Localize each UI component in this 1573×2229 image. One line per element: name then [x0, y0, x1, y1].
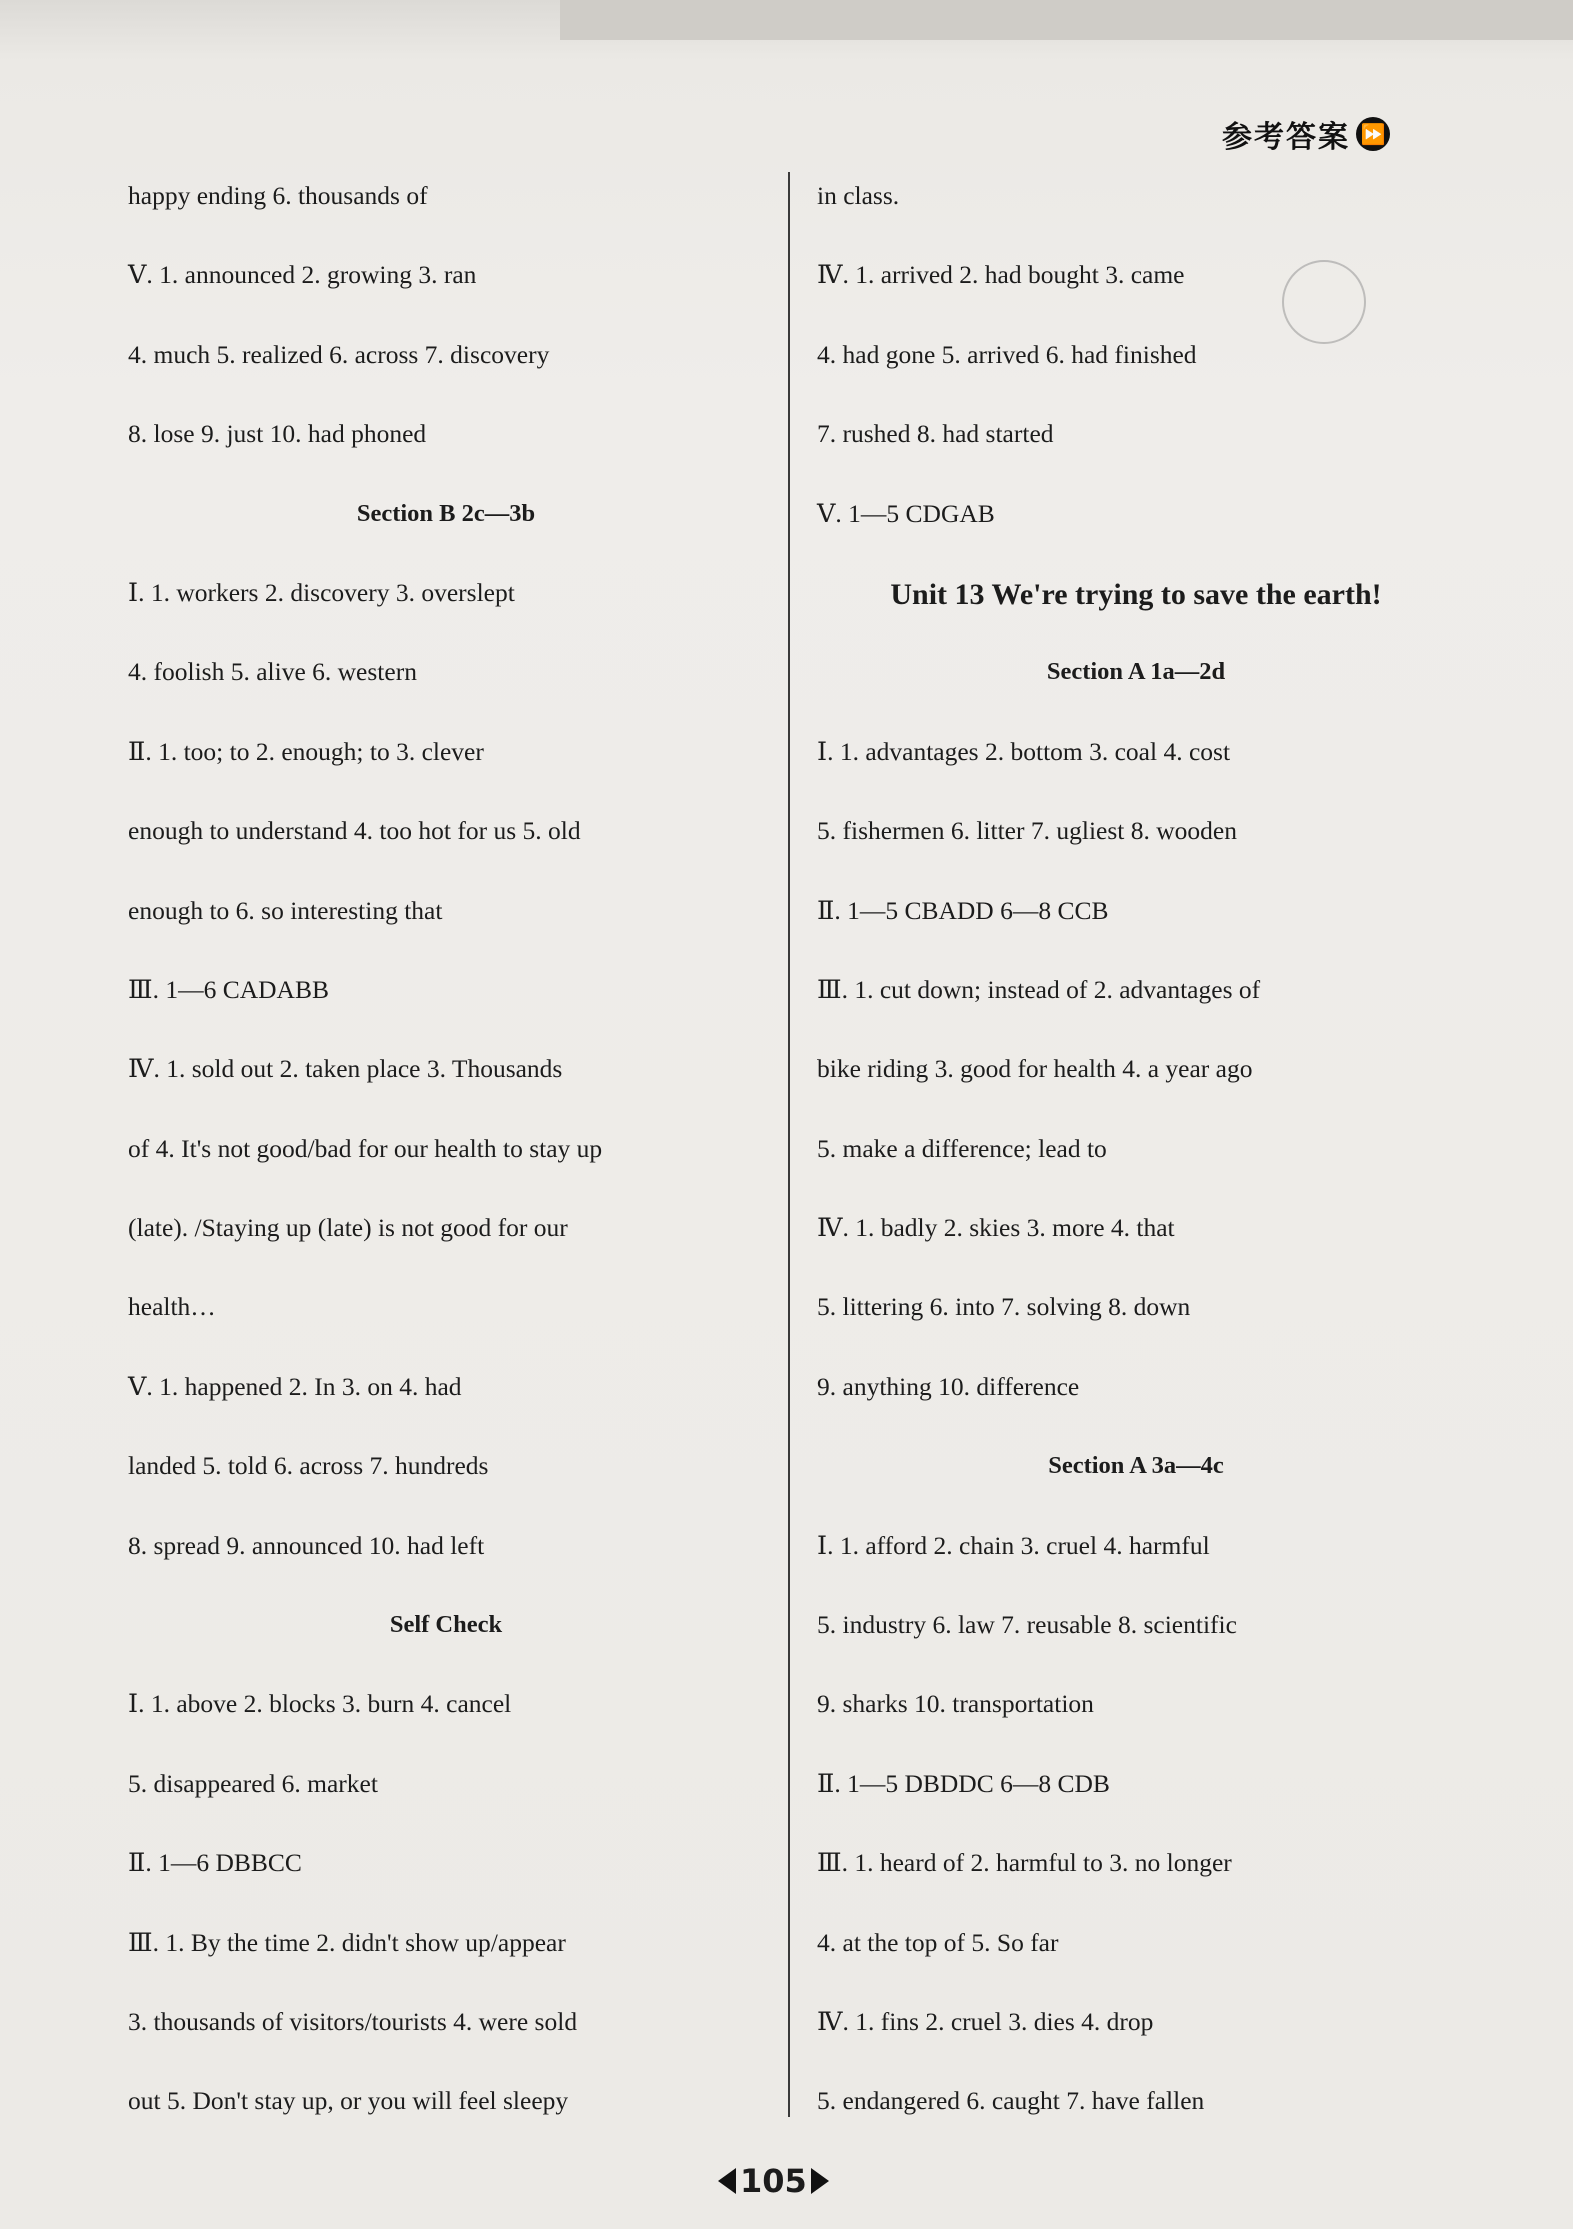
answer-line: 5. industry 6. law 7. reusable 8. scientific: [817, 1610, 1237, 1640]
answer-line: Ⅲ. 1. heard of 2. harmful to 3. no longer: [817, 1848, 1232, 1878]
answer-line: Ⅳ. 1. arrived 2. had bought 3. came: [817, 260, 1185, 290]
torn-paper-edge: [560, 0, 1573, 40]
answer-line: happy ending 6. thousands of: [128, 181, 428, 210]
answer-line: Ⅱ. 1—5 DBDDC 6—8 CDB: [817, 1768, 1110, 1798]
section-heading: Self Check: [389, 1611, 503, 1639]
section-heading: Section B 2c—3b: [356, 499, 536, 527]
page-header: [1222, 112, 1390, 156]
triangle-left-icon: [718, 2168, 736, 2194]
answer-line: in class.: [817, 181, 900, 210]
column-divider: [788, 172, 790, 2117]
fast-forward-icon: ⏩: [1356, 117, 1390, 151]
header-title: 参考答案: [1222, 120, 1350, 155]
answer-line: landed 5. told 6. across 7. hundreds: [128, 1451, 489, 1481]
answer-line: Ⅴ. 1. announced 2. growing 3. ran: [128, 260, 477, 290]
answer-line: out 5. Don't stay up, or you will feel sleepy: [128, 2086, 569, 2116]
answer-line: 5. make a difference; lead to: [817, 1133, 1107, 1163]
left-column: [128, 170, 764, 2155]
answer-line: 4. had gone 5. arrived 6. had finished: [817, 339, 1197, 369]
answer-line: 8. spread 9. announced 10. had left: [128, 1530, 485, 1560]
answer-line: Ⅰ. 1. workers 2. discovery 3. overslept: [128, 577, 515, 607]
answer-line: Ⅱ. 1—5 CBADD 6—8 CCB: [817, 895, 1109, 925]
section-heading: Section A 1a—2d: [1046, 658, 1226, 686]
answer-line: Ⅳ. 1. sold out 2. taken place 3. Thousands: [128, 1054, 563, 1084]
answer-line: Ⅲ. 1—6 CADABB: [128, 974, 329, 1004]
answer-line: 4. at the top of 5. So far: [817, 1927, 1059, 1957]
page-number: [718, 2162, 829, 2200]
answer-line: Ⅰ. 1. afford 2. chain 3. cruel 4. harmful: [817, 1530, 1210, 1560]
answer-line: 5. disappeared 6. market: [128, 1768, 378, 1798]
right-column: [817, 170, 1455, 2155]
answer-line: (late). /Staying up (late) is not good for our: [128, 1213, 568, 1243]
answer-line: enough to understand 4. too hot for us 5. old: [128, 816, 581, 846]
answer-line: 5. endangered 6. caught 7. have fallen: [817, 2086, 1205, 2116]
triangle-right-icon: [811, 2168, 829, 2194]
answer-line: Ⅱ. 1—6 DBBCC: [128, 1848, 302, 1878]
answer-line: 5. littering 6. into 7. solving 8. down: [817, 1292, 1191, 1322]
answer-line: of 4. It's not good/bad for our health to stay up: [128, 1133, 603, 1163]
answer-line: Ⅴ. 1. happened 2. In 3. on 4. had: [128, 1371, 462, 1401]
answer-line: Ⅲ. 1. cut down; instead of 2. advantages of: [817, 974, 1261, 1004]
answer-line: enough to 6. so interesting that: [128, 895, 443, 925]
answer-line: 4. much 5. realized 6. across 7. discovery: [128, 339, 550, 369]
answer-line: Ⅱ. 1. too; to 2. enough; to 3. clever: [128, 736, 484, 766]
answer-line: Ⅰ. 1. above 2. blocks 3. burn 4. cancel: [128, 1689, 512, 1719]
answer-line: 8. lose 9. just 10. had phoned: [128, 419, 427, 449]
unit-title: Unit 13 We're trying to save the earth!: [890, 577, 1382, 611]
answer-line: bike riding 3. good for health 4. a year ago: [817, 1054, 1253, 1084]
answer-line: 9. sharks 10. transportation: [817, 1689, 1094, 1719]
answer-line: Ⅰ. 1. advantages 2. bottom 3. coal 4. cost: [817, 736, 1231, 766]
answer-line: 3. thousands of visitors/tourists 4. were sold: [128, 2006, 578, 2036]
answer-line: 9. anything 10. difference: [817, 1371, 1080, 1401]
answer-line: Ⅳ. 1. fins 2. cruel 3. dies 4. drop: [817, 2006, 1154, 2036]
answer-line: 4. foolish 5. alive 6. western: [128, 657, 417, 687]
answer-line: 5. fishermen 6. litter 7. ugliest 8. wooden: [817, 816, 1237, 846]
answer-line: Ⅴ. 1—5 CDGAB: [817, 498, 995, 528]
answer-line: health…: [128, 1292, 216, 1322]
section-heading: Section A 3a—4c: [1048, 1452, 1224, 1480]
answer-line: 7. rushed 8. had started: [817, 419, 1054, 449]
answer-line: Ⅳ. 1. badly 2. skies 3. more 4. that: [817, 1213, 1175, 1243]
page-number-text: 105: [740, 2162, 807, 2200]
answer-line: Ⅲ. 1. By the time 2. didn't show up/appear: [128, 1927, 566, 1957]
